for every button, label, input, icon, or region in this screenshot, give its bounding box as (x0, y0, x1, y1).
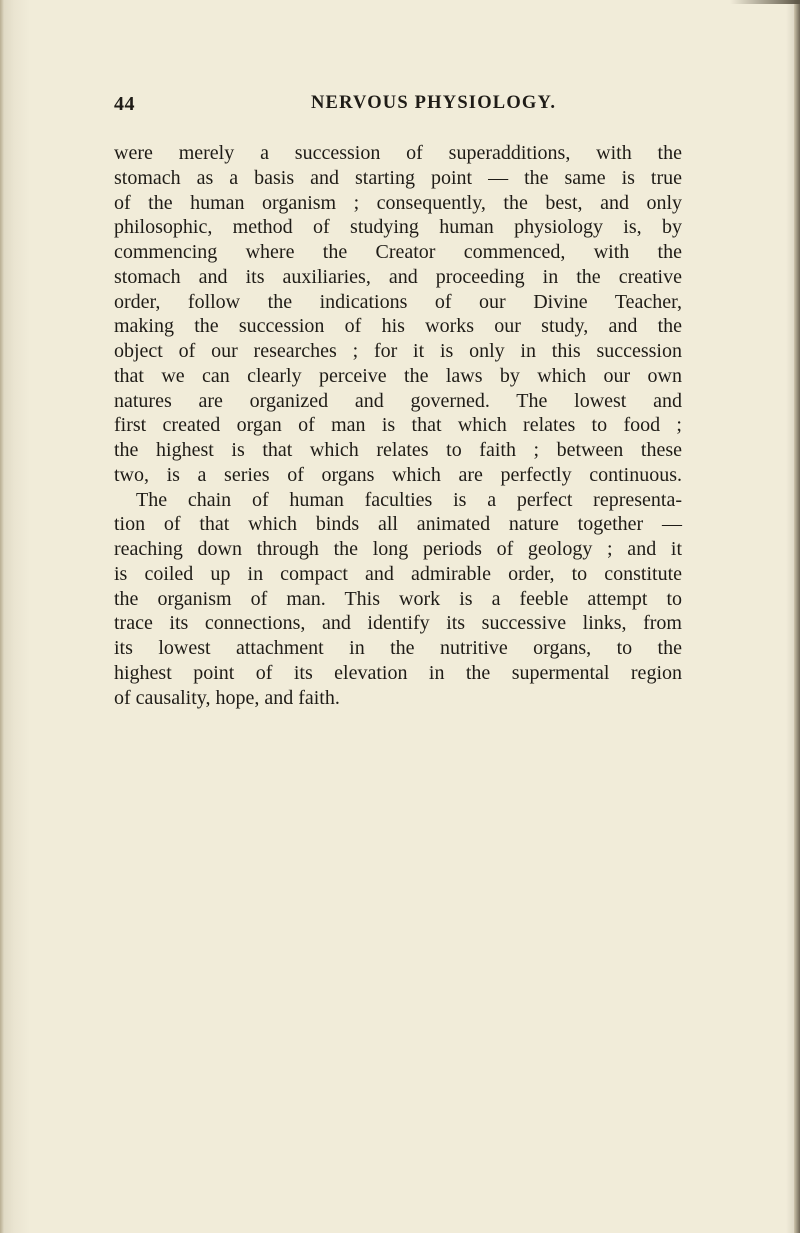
text-line: the organism of man. This work is a feeble attempt to (114, 587, 682, 610)
text-line: The chain of human faculties is a perfect representa- (136, 488, 682, 511)
text-line: two, is a series of organs which are perfectly continuous. (114, 463, 682, 486)
text-line: trace its connections, and identify its successive links, from (114, 612, 682, 635)
page-left-shadow (0, 0, 4, 1233)
page-number: 44 (114, 93, 135, 115)
page-right-edge (794, 0, 800, 1233)
text-line: philosophic, method of studying human physiology is, by (114, 216, 682, 239)
text-line: highest point of its elevation in the supermental region (114, 661, 682, 684)
text-line: commencing where the Creator commenced, with the (114, 241, 682, 263)
text-line: making the succession of his works our study, and the (114, 315, 682, 338)
page-header (114, 93, 684, 119)
text-line: object of our researches ; for it is only in this succession (114, 340, 682, 362)
page-corner-shadow (730, 0, 800, 4)
text-line: reaching down through the long periods of geology ; and it (114, 538, 682, 560)
text-line: of the human organism ; consequently, the best, and only (114, 191, 682, 214)
text-line: order, follow the indications of our Divine Teacher, (114, 290, 682, 313)
text-line: natures are organized and governed. The lowest and (114, 389, 682, 412)
text-line: first created organ of man is that which relates to food ; (114, 414, 682, 437)
text-line: stomach as a basis and starting point — the same is true (114, 166, 682, 189)
text-line: were merely a succession of superadditions, with the (114, 142, 682, 164)
text-line: that we can clearly perceive the laws by which our own (114, 364, 682, 387)
text-line: tion of that which binds all animated nature together — (114, 513, 682, 536)
text-line: its lowest attachment in the nutritive organs, to the (114, 637, 682, 659)
text-line: stomach and its auxiliaries, and proceeding in the creative (114, 265, 682, 288)
text-line: the highest is that which relates to faith ; between these (114, 439, 682, 461)
body-paragraph (114, 141, 682, 710)
running-head: NERVOUS PHYSIOLOGY. (311, 93, 557, 113)
text-line: is coiled up in compact and admirable order, to constitute (114, 562, 682, 585)
text-line: of causality, hope, and faith. (114, 686, 340, 709)
